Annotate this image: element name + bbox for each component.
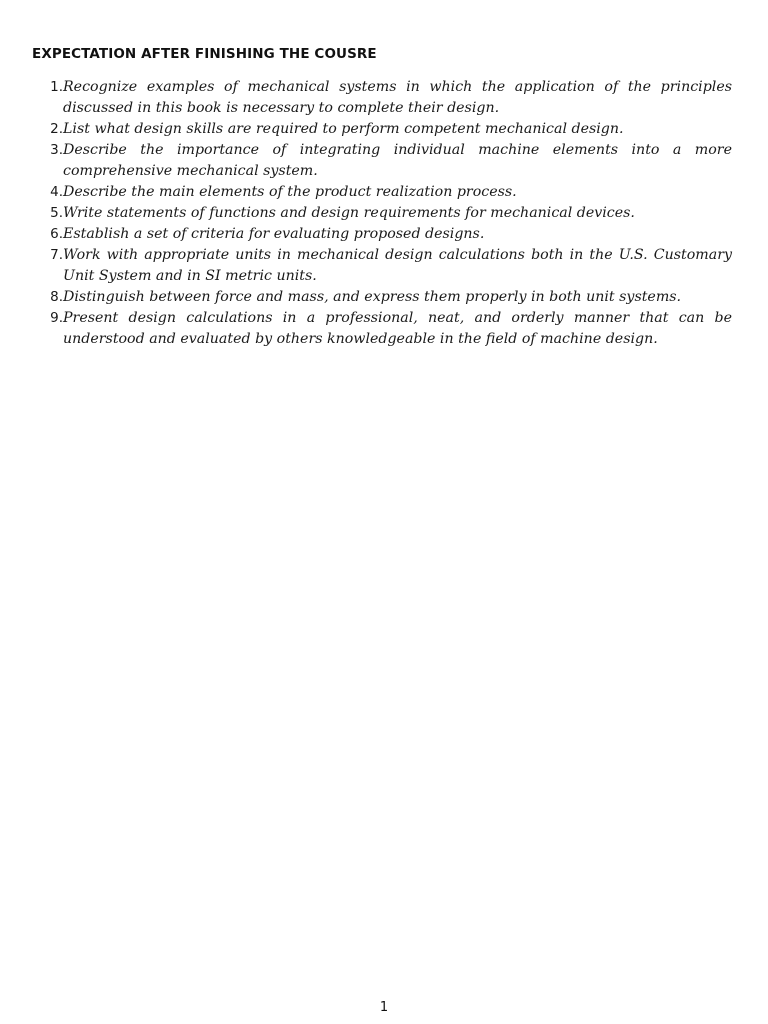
objective-number: 7. <box>50 247 63 263</box>
objective-item <box>32 224 732 245</box>
page-heading: EXPECTATION AFTER FINISHING THE COUSRE <box>32 46 377 62</box>
objective-number: 6. <box>50 226 63 242</box>
objective-text: Describe the main elements of the product realization process. <box>63 184 517 200</box>
objective-text: Work with appropriate units in mechanical design calculations both in the U.S. Customary Unit System and in SI metric units. <box>63 247 732 284</box>
objective-item <box>32 245 732 287</box>
objective-item <box>32 140 732 182</box>
objective-text: Establish a set of criteria for evaluating proposed designs. <box>63 226 485 242</box>
objective-item <box>32 287 732 308</box>
objective-text: Write statements of functions and design requirements for mechanical devices. <box>63 205 635 221</box>
objective-number: 5. <box>50 205 63 221</box>
objective-number: 1. <box>50 79 63 95</box>
objective-number: 9. <box>50 310 63 326</box>
page-number: 1 <box>379 1000 389 1015</box>
objective-text: Recognize examples of mechanical systems in which the application of the principles discussed in this book is necessary to complete their design. <box>63 79 732 116</box>
objective-number: 2. <box>50 121 63 137</box>
objective-text: List what design skills are required to perform competent mechanical design. <box>63 121 624 137</box>
objectives-list <box>32 77 732 350</box>
objective-item <box>32 119 732 140</box>
objective-item <box>32 182 732 203</box>
objective-text: Distinguish between force and mass, and express them properly in both unit systems. <box>63 289 682 305</box>
objective-number: 8. <box>50 289 63 305</box>
objective-text: Describe the importance of integrating individual machine elements into a more comprehensive mechanical system. <box>63 142 732 179</box>
objective-number: 4. <box>50 184 63 200</box>
objective-item <box>32 203 732 224</box>
objective-text: Present design calculations in a professional, neat, and orderly manner that can be understood and evaluated by others knowledgeable in the field of machine design. <box>63 310 732 347</box>
objective-number: 3. <box>50 142 63 158</box>
objective-item <box>32 308 732 350</box>
objective-item <box>32 77 732 119</box>
